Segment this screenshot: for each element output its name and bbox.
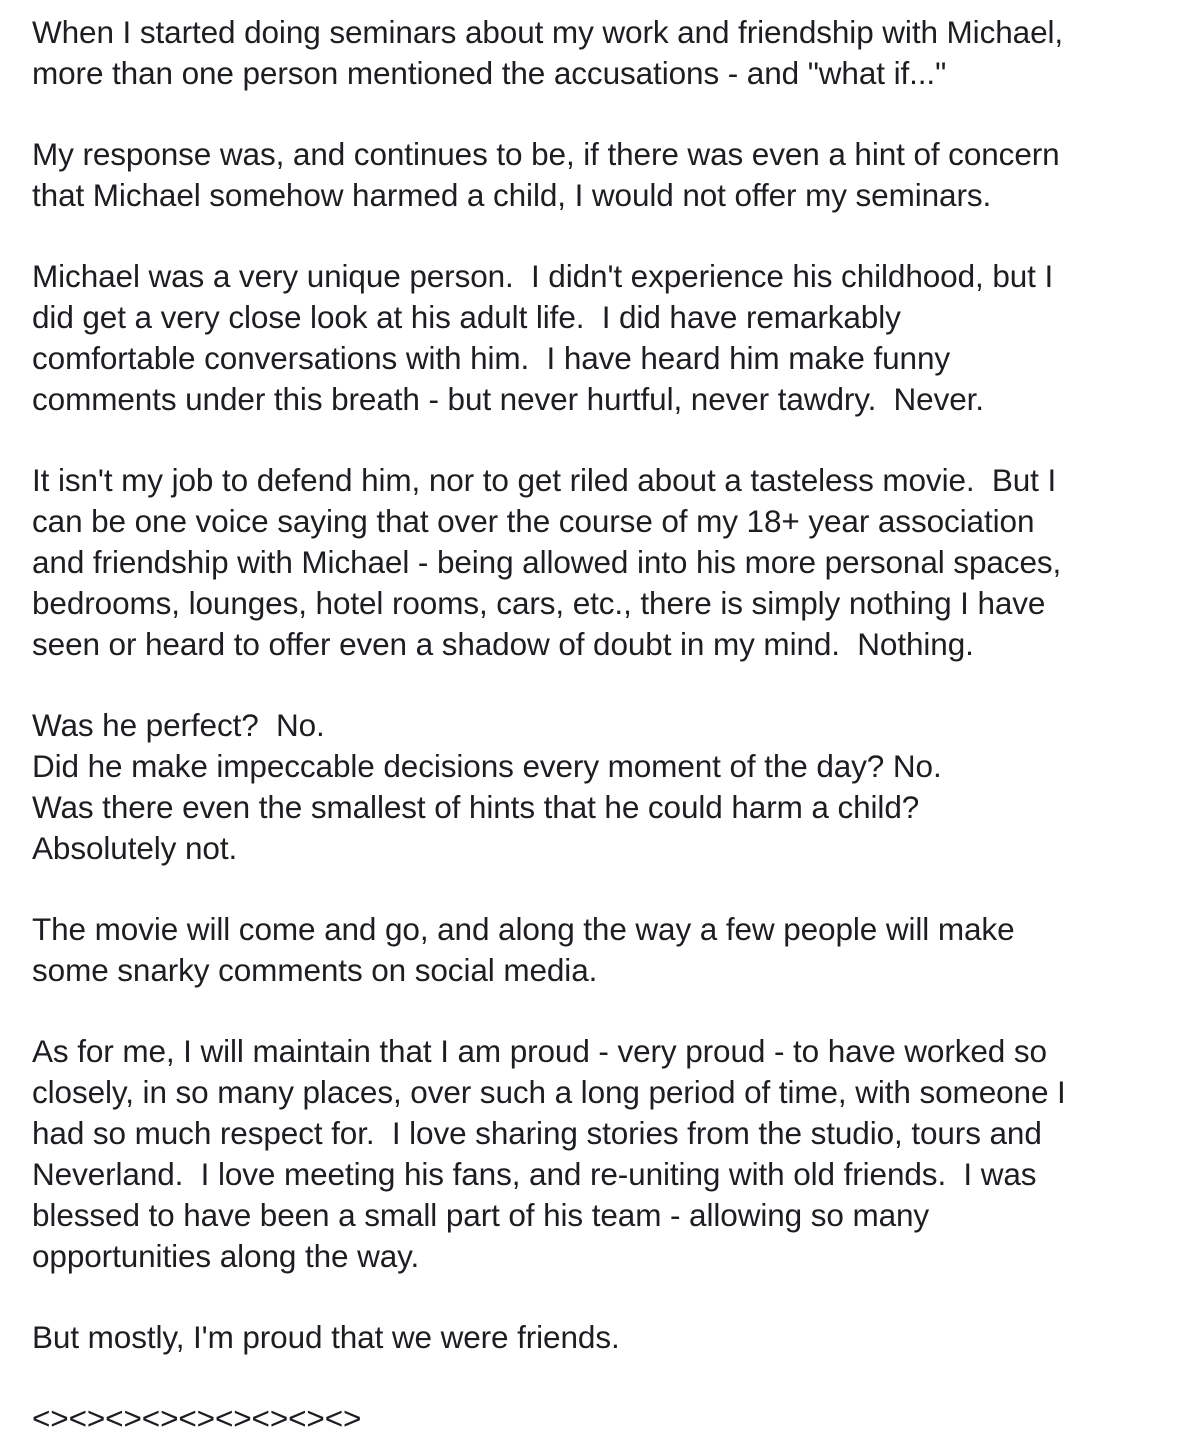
- text-line: When I started doing seminars about my work and friendship with Michael,: [32, 14, 1064, 50]
- paragraph-divider: [32, 1398, 1192, 1439]
- text-divider: <><><><><><><><><>: [32, 1400, 362, 1436]
- post-body: [32, 12, 1192, 1439]
- text-line: and friendship with Michael - being allowed into his more personal spaces,: [32, 544, 1062, 580]
- text-line: Did he make impeccable decisions every moment of the day? No.: [32, 748, 942, 784]
- paragraph: [32, 460, 1192, 665]
- text-line: bedrooms, lounges, hotel rooms, cars, etc., there is simply nothing I have: [32, 585, 1046, 621]
- paragraph: [32, 12, 1192, 94]
- text-line: that Michael somehow harmed a child, I would not offer my seminars.: [32, 177, 992, 213]
- paragraph: [32, 1317, 1192, 1358]
- text-line: But mostly, I'm proud that we were friends.: [32, 1319, 620, 1355]
- paragraph: [32, 705, 1192, 869]
- text-line: Was he perfect? No.: [32, 707, 325, 743]
- text-line: comments under this breath - but never hurtful, never tawdry. Never.: [32, 381, 984, 417]
- paragraph: [32, 909, 1192, 991]
- text-line: seen or heard to offer even a shadow of doubt in my mind. Nothing.: [32, 626, 974, 662]
- text-line: The movie will come and go, and along the way a few people will make: [32, 911, 1015, 947]
- text-line: more than one person mentioned the accusations - and "what if...": [32, 55, 947, 91]
- text-line: can be one voice saying that over the course of my 18+ year association: [32, 503, 1035, 539]
- text-line: some snarky comments on social media.: [32, 952, 598, 988]
- text-line: Absolutely not.: [32, 830, 238, 866]
- text-line: closely, in so many places, over such a long period of time, with someone I: [32, 1074, 1066, 1110]
- text-line: As for me, I will maintain that I am proud - very proud - to have worked so: [32, 1033, 1047, 1069]
- text-line: Neverland. I love meeting his fans, and re-uniting with old friends. I was: [32, 1156, 1037, 1192]
- text-line: did get a very close look at his adult life. I did have remarkably: [32, 299, 901, 335]
- text-line: comfortable conversations with him. I have heard him make funny: [32, 340, 951, 376]
- paragraph: [32, 1031, 1192, 1277]
- text-line: Was there even the smallest of hints that he could harm a child?: [32, 789, 920, 825]
- text-line: had so much respect for. I love sharing stories from the studio, tours and: [32, 1115, 1042, 1151]
- text-line: My response was, and continues to be, if there was even a hint of concern: [32, 136, 1060, 172]
- text-line: It isn't my job to defend him, nor to get riled about a tasteless movie. But I: [32, 462, 1057, 498]
- paragraph: [32, 256, 1192, 420]
- text-line: blessed to have been a small part of his team - allowing so many: [32, 1197, 930, 1233]
- paragraph: [32, 134, 1192, 216]
- text-line: opportunities along the way.: [32, 1238, 420, 1274]
- text-line: Michael was a very unique person. I didn't experience his childhood, but I: [32, 258, 1054, 294]
